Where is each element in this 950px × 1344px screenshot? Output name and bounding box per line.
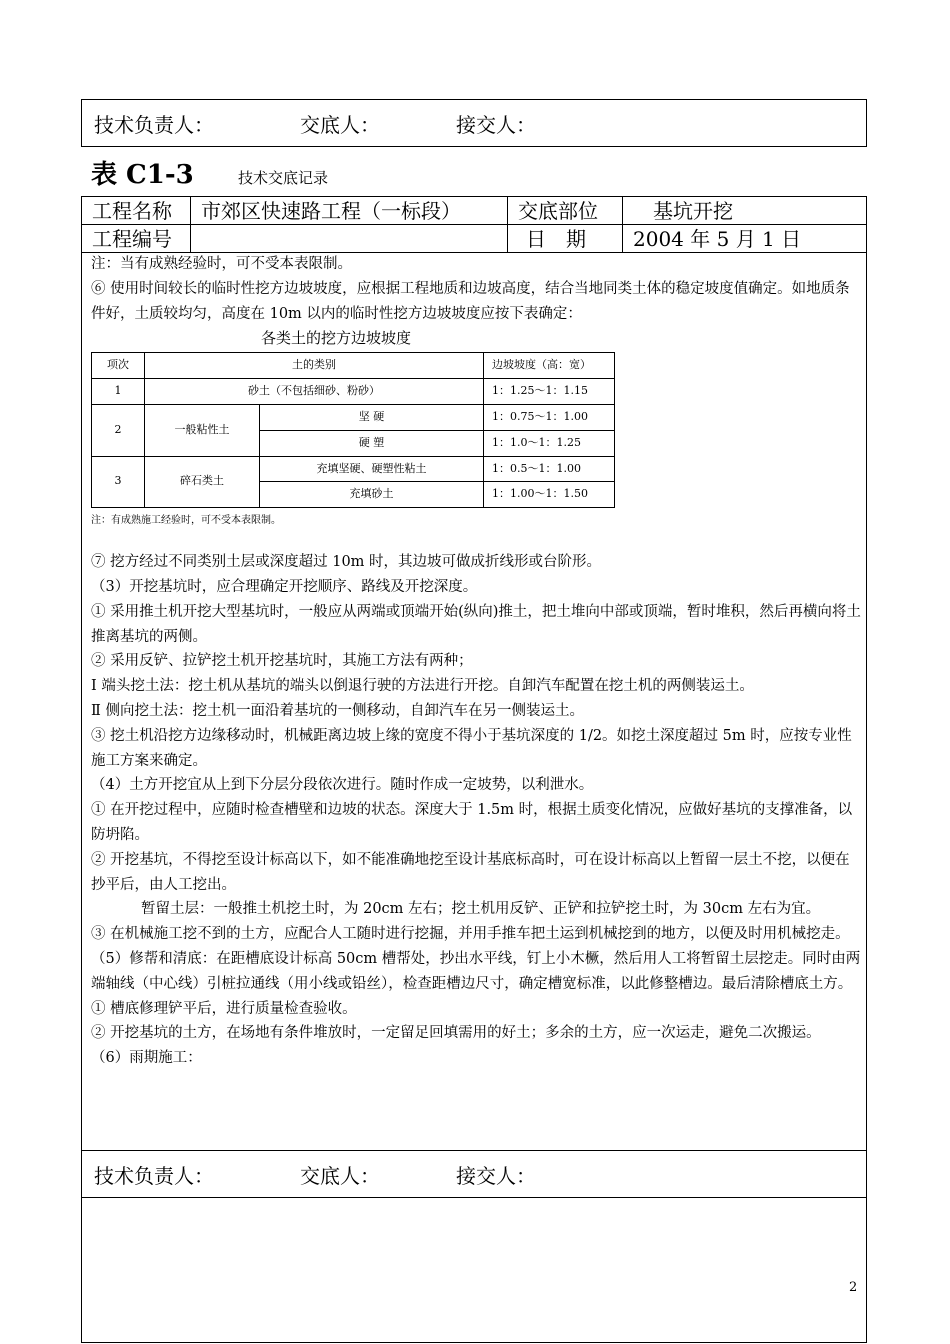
table-cell: 1：1.0～1：1.25 xyxy=(484,430,615,456)
paragraph: （4）土方开挖宜从上到下分层分段依次进行。随时作成一定坡势，以利泄水。 xyxy=(91,777,594,794)
paragraph: 暂留土层：一般推土机挖土时，为 20cm 左右；挖土机用反铲、正铲和拉铲挖土时，为 30cm 左右为宜。 xyxy=(141,901,821,918)
table-header: 边坡坡度（高：宽） xyxy=(484,353,615,379)
date-value: 2004 年 5 月 1 日 xyxy=(623,225,867,253)
table-caption: 各类土的挖方边坡坡度 xyxy=(261,329,412,348)
table-cell: 坚 硬 xyxy=(260,404,484,430)
table-header: 土的类别 xyxy=(145,353,484,379)
table-cell: 1：0.5～1：1.00 xyxy=(484,456,615,482)
form-name: 技术交底记录 xyxy=(238,169,329,187)
paragraph: ⑦ 挖方经过不同类别土层或深度超过 10m 时，其边坡可做成折线形或台阶形。 xyxy=(91,554,602,571)
table-header-row xyxy=(92,353,615,379)
project-name-label: 工程名称 xyxy=(82,197,191,225)
page-number: 2 xyxy=(849,1280,858,1295)
part-value: 基坑开挖 xyxy=(623,197,867,225)
paragraph: ② 采用反铲、拉铲挖土机开挖基坑时，其施工方法有两种； xyxy=(91,653,473,670)
receiver-label: 接交人： xyxy=(456,112,536,137)
paragraph: （3）开挖基坑时，应合理确定开挖顺序、路线及开挖深度。 xyxy=(91,578,478,595)
table-cell: 硬 塑 xyxy=(260,430,484,456)
presenter-label: 交底人： xyxy=(300,112,380,137)
project-name-value: 市郊区快速路工程（一标段） xyxy=(191,197,508,225)
top-signature-box xyxy=(81,99,867,147)
paragraph: （5）修帮和清底：在距槽底设计标高 50cm 槽帮处，抄出水平线，钉上小木橛，然后用人工将暂留土层挖走。同时由两端轴线（中心线）引桩拉通线（用小线或铅丝），检查距槽边尺寸，确定槽宽标准，以此修整槽边。最后清除槽底土方。 xyxy=(91,950,861,992)
table-row xyxy=(92,379,615,405)
table-cell: 一般粘性土 xyxy=(145,404,260,456)
paragraph: ③ 在机械施工挖不到的土方，应配合人工随时进行挖掘，并用手推车把土运到机械挖到的地方，以便及时用机械挖走。 xyxy=(91,926,850,943)
table-cell: 1：0.75～1：1.00 xyxy=(484,404,615,430)
tech-lead-label: 技术负责人： xyxy=(94,112,214,137)
paragraph: ① 槽底修理铲平后，进行质量检查验收。 xyxy=(91,1000,357,1017)
header-table xyxy=(81,196,867,253)
paragraph: （6）雨期施工： xyxy=(91,1050,202,1067)
receiver-label: 接交人： xyxy=(456,1163,536,1188)
project-no-label: 工程编号 xyxy=(82,225,191,253)
part-label: 交底部位 xyxy=(508,197,623,225)
paragraph: ① 在开挖过程中，应随时检查槽壁和边坡的状态。深度大于 1.5m 时，根据土质变化情况，应做好基坑的支撑准备，以防坍陷。 xyxy=(91,802,853,843)
paragraph: ② 开挖基坑，不得挖至设计标高以下，如不能准确地挖至设计基底标高时，可在设计标高以上暂留一层土不挖，以便在抄平后，由人工挖出。 xyxy=(91,851,850,893)
table-cell: 充填坚硬、硬塑性粘土 xyxy=(260,456,484,482)
form-title xyxy=(91,154,328,190)
table-header: 项次 xyxy=(92,353,145,379)
content-text xyxy=(91,252,861,1071)
form-code: 表 C1-3 xyxy=(91,160,194,190)
table-cell: 1：1.25～1：1.15 xyxy=(484,379,615,405)
paragraph: ② 开挖基坑的土方，在场地有条件堆放时，一定留足回填需用的好土；多余的土方，应一次运走，避免二次搬运。 xyxy=(91,1025,821,1042)
table-note: 注：有成熟施工经验时，可不受本表限制。 xyxy=(91,515,281,527)
tech-lead-label: 技术负责人： xyxy=(94,1163,214,1188)
paragraph: ③ 挖土机沿挖方边缘移动时，机械距离边坡上缘的宽度不得小于基坑深度的 1/2。如挖土深度超过 5m 时，应按专业性施工方案来确定。 xyxy=(91,727,852,769)
table-cell: 充填砂土 xyxy=(260,482,484,508)
date-label: 日 期 xyxy=(508,225,623,253)
table-cell: 3 xyxy=(92,456,145,508)
table-cell: 2 xyxy=(92,404,145,456)
table-cell: 碎石类土 xyxy=(145,456,260,508)
table-cell: 1 xyxy=(92,379,145,405)
paragraph: ⑥ 使用时间较长的临时性挖方边坡坡度，应根据工程地质和边坡高度，结合当地同类土体的稳定坡度值确定。如地质条件好，土质较均匀，高度在 10m 以内的临时性挖方边坡坡度应按下表确定： xyxy=(91,280,850,322)
paragraph: Ⅱ 侧向挖土法：挖土机一面沿着基坑的一侧移动，自卸汽车在另一侧装运土。 xyxy=(91,702,584,719)
table-cell: 1：1.00～1：1.50 xyxy=(484,482,615,508)
paragraph: ① 采用推土机开挖大型基坑时，一般应从两端或顶端开始(纵向)推土，把土堆向中部或顶端，暂时堆积，然后再横向将土推离基坑的两侧。 xyxy=(91,603,861,645)
presenter-label: 交底人： xyxy=(300,1163,380,1188)
table-row xyxy=(92,456,615,482)
paragraph: Ⅰ 端头挖土法：挖土机从基坑的端头以倒退行驶的方法进行开挖。自卸汽车配置在挖土机的两侧装运土。 xyxy=(91,678,754,695)
table-cell: 砂土（不包括细砂、粉砂） xyxy=(145,379,484,405)
soil-slope-table xyxy=(91,352,615,508)
table-row xyxy=(92,404,615,430)
paragraph: 注：当有成熟经验时，可不受本表限制。 xyxy=(91,256,352,272)
bottom-signature-box xyxy=(81,1150,867,1198)
